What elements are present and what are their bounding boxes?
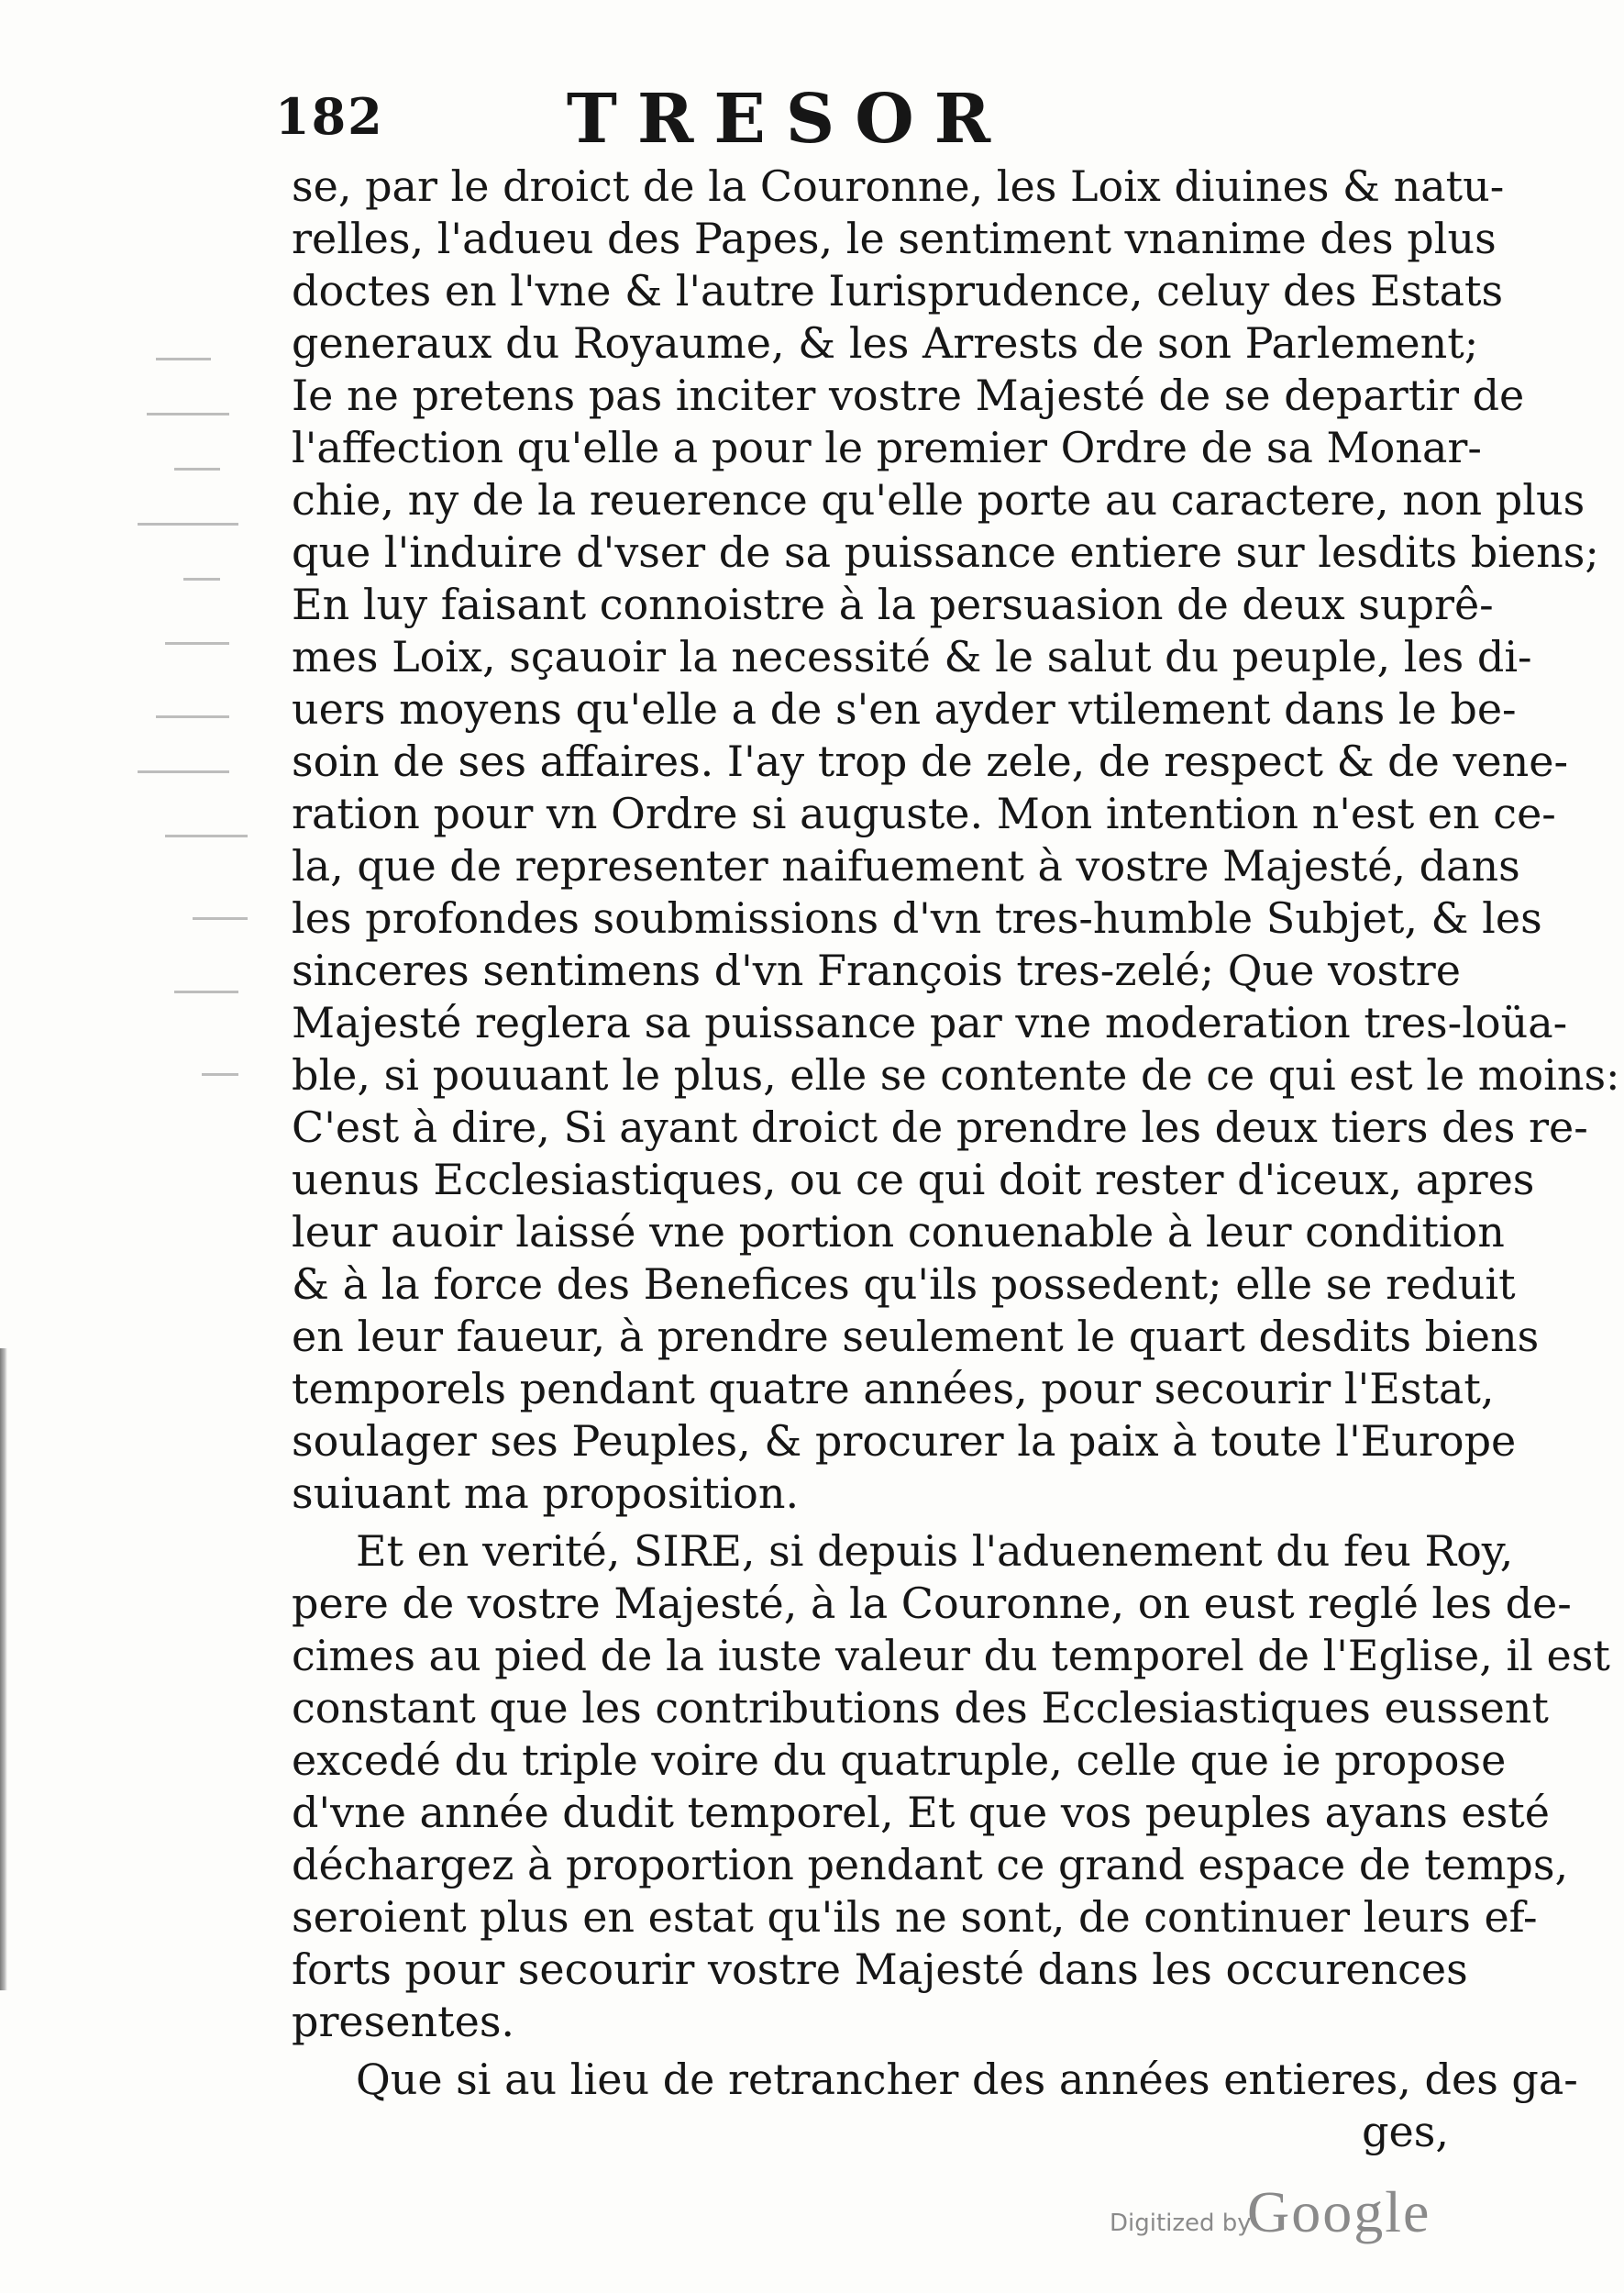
- text-line: leur auoir laissé vne portion conuenable à leur condition: [292, 1207, 1505, 1257]
- margin-marks: [138, 349, 275, 1174]
- text-line: pere de vostre Majesté, à la Couronne, on eust reglé les de-: [292, 1579, 1572, 1628]
- text-line: relles, l'adueu des Papes, le sentiment vnanime des plus: [292, 214, 1497, 263]
- digitization-watermark: [1110, 2178, 1440, 2252]
- text-line: sinceres sentimens d'vn François tres-zelé; Que vostre: [292, 946, 1461, 995]
- text-line: presentes.: [292, 1997, 515, 2046]
- text-line: constant que les contributions des Ecclesiastiques eussent: [292, 1683, 1549, 1733]
- text-line: soulager ses Peuples, & procurer la paix à toute l'Europe: [292, 1416, 1517, 1466]
- text-line: mes Loix, sçauoir la necessité & le salut du peuple, les di-: [292, 632, 1532, 681]
- text-line: generaux du Royaume, & les Arrests de son Parlement;: [292, 318, 1479, 368]
- text-line: ble, si pouuant le plus, elle se contente de ce qui est le moins:: [292, 1050, 1620, 1100]
- page-edge-shadow: [0, 1348, 7, 1990]
- paragraph-start-line: Et en verité, SIRE, si depuis l'aduenement du feu Roy,: [356, 1526, 1514, 1576]
- text-line: les profondes soubmissions d'vn tres-humble Subjet, & les: [292, 893, 1542, 943]
- text-line: se, par le droict de la Couronne, les Loix diuines & natu-: [292, 161, 1505, 211]
- text-line: chie, ny de la reuerence qu'elle porte au caractere, non plus: [292, 475, 1585, 525]
- text-line: Ie ne pretens pas inciter vostre Majesté de se departir de: [292, 371, 1525, 420]
- page-number: 182: [275, 87, 384, 146]
- text-line: uers moyens qu'elle a de s'en ayder vtilement dans le be-: [292, 684, 1517, 734]
- text-line: uenus Ecclesiastiques, ou ce qui doit rester d'iceux, apres: [292, 1155, 1535, 1204]
- text-line: l'affection qu'elle a pour le premier Ordre de sa Monar-: [292, 423, 1482, 472]
- text-line: d'vne année dudit temporel, Et que vos peuples ayans esté: [292, 1788, 1550, 1837]
- text-line: suiuant ma proposition.: [292, 1468, 800, 1518]
- text-line: en leur faueur, à prendre seulement le quart desdits biens: [292, 1312, 1540, 1361]
- text-line: temporels pendant quatre années, pour secourir l'Estat,: [292, 1364, 1495, 1413]
- text-line: la, que de representer naifuement à vostre Majesté, dans: [292, 841, 1520, 891]
- text-line: C'est à dire, Si ayant droict de prendre les deux tiers des re-: [292, 1102, 1588, 1152]
- page-header: [275, 80, 1431, 161]
- text-line: soin de ses affaires. I'ay trop de zele, de respect & de vene-: [292, 737, 1569, 786]
- catchword: ges,: [1362, 2107, 1449, 2156]
- text-line: cimes au pied de la iuste valeur du temporel de l'Eglise, il est: [292, 1631, 1610, 1680]
- text-line: En luy faisant connoistre à la persuasion de deux suprê-: [292, 580, 1494, 629]
- text-line: & à la force des Benefices qu'ils possedent; elle se reduit: [292, 1259, 1516, 1309]
- text-line: doctes en l'vne & l'autre Iurisprudence, celuy des Estats: [292, 266, 1504, 316]
- text-line: forts pour secourir vostre Majesté dans les occurences: [292, 1944, 1468, 1994]
- paragraph-start-line: Que si au lieu de retrancher des années entieres, des ga-: [356, 2055, 1578, 2104]
- watermark-brand: Google: [1247, 2179, 1431, 2244]
- text-line: déchargez à proportion pendant ce grand espace de temps,: [292, 1840, 1569, 1889]
- text-line: excedé du triple voire du quatruple, celle que ie propose: [292, 1735, 1507, 1785]
- text-line: seroient plus en estat qu'ils ne sont, de continuer leurs ef-: [292, 1892, 1538, 1942]
- text-line: ration pour vn Ordre si auguste. Mon intention n'est en ce-: [292, 789, 1556, 838]
- text-line: Majesté reglera sa puissance par vne moderation tres-loüa-: [292, 998, 1568, 1047]
- running-title: TRESOR: [566, 80, 1011, 159]
- watermark-prefix: Digitized by: [1110, 2210, 1252, 2237]
- text-line: que l'induire d'vser de sa puissance entiere sur lesdits biens;: [292, 527, 1599, 577]
- body-text: [292, 161, 1620, 2158]
